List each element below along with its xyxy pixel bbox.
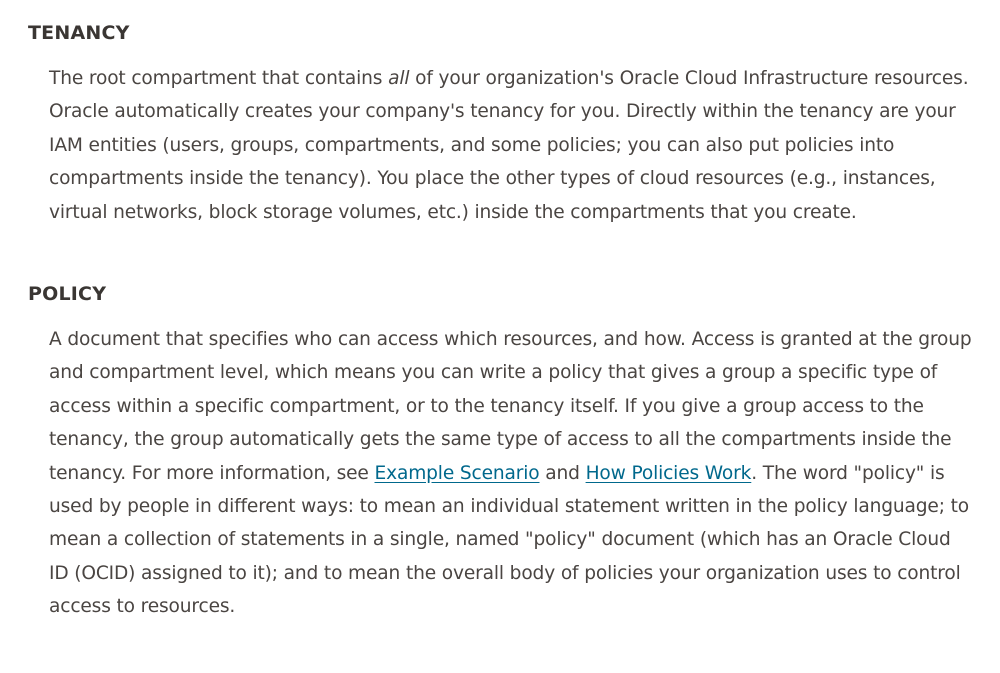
definition-text: A document that specifies who can access which resources, and how. Access is granted at the group and compartment level, which means you can write a policy that gives a group a specific type of access within a specific compartment, or to the tenancy itself. If you give a group access to the tenancy, the group automatically gets the same type of access to all the compartments inside the tenancy. For more information, see bbox=[49, 329, 972, 484]
how-policies-work-link[interactable]: How Policies Work bbox=[585, 462, 752, 484]
definition-emphasis: all bbox=[388, 68, 410, 89]
term-heading-policy: POLICY bbox=[28, 283, 107, 306]
definition-text: of your organization's Oracle Cloud Infrastructure resources. Oracle automatically creates your company's tenancy for you. Directly within the tenancy are your IAM entities (users, groups, compartments, and some policies; you can also put policies into compartments inside the tenancy). You place the other types of cloud resources (e.g., instances, virtual networks, block storage volumes, etc.) inside the compartments that you create. bbox=[49, 68, 969, 223]
term-definition-tenancy bbox=[49, 62, 974, 229]
term-definition-policy bbox=[49, 323, 974, 624]
definition-text: . The word "policy" is used by people in different ways: to mean an individual statement written in the policy language; to mean a collection of statements in a single, named "policy" document (which has an Oracle Cloud ID (OCID) assigned to it); and to mean the overall body of policies your organization uses to control access to resources. bbox=[49, 462, 969, 618]
glossary-entry-policy bbox=[0, 279, 1000, 624]
definition-text: The root compartment that contains bbox=[49, 68, 389, 89]
term-heading-tenancy: TENANCY bbox=[28, 22, 130, 44]
glossary-entry-tenancy bbox=[0, 18, 1000, 229]
definition-text: and bbox=[539, 462, 586, 484]
example-scenario-link[interactable]: Example Scenario bbox=[374, 462, 540, 484]
